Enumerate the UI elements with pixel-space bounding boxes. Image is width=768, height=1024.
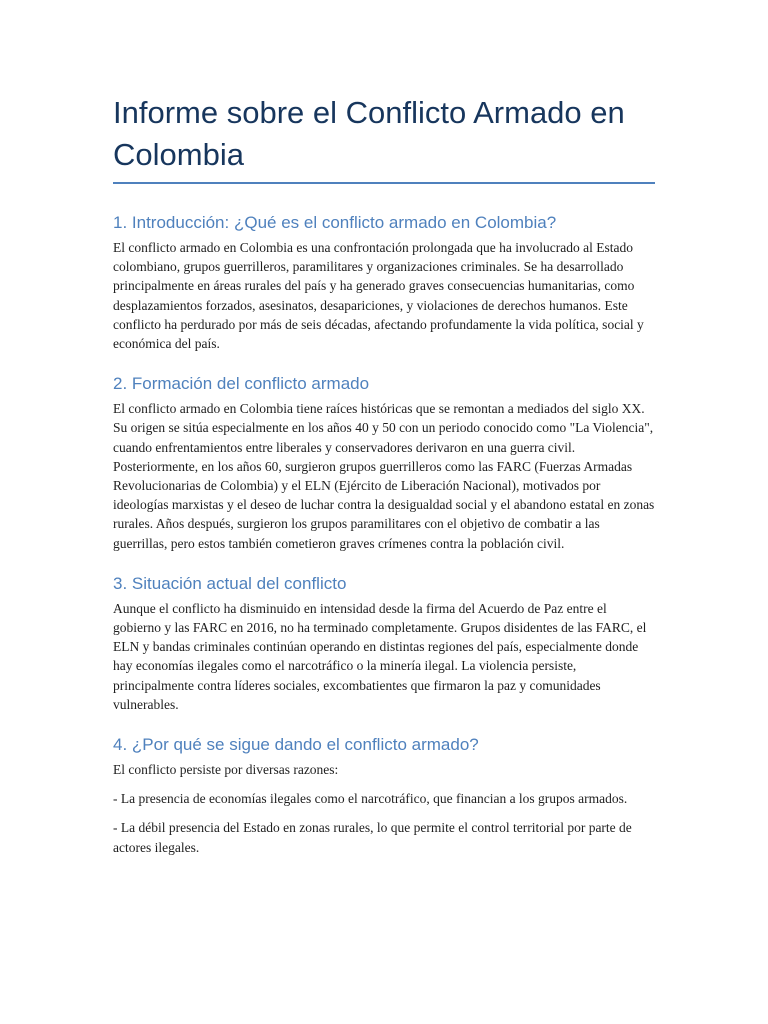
section-heading: 1. Introducción: ¿Qué es el conflicto armado en Colombia? [113,213,557,232]
section-por-que-persiste [113,734,655,857]
list-item: - La débil presencia del Estado en zonas rurales, lo que permite el control territorial por parte de actores ilegales. [113,820,632,855]
paragraph: El conflicto armado en Colombia tiene raíces históricas que se remontan a mediados del siglo XX. Su origen se sitúa especialmente en los años 40 y 50 con un periodo conocido como "La Violencia", cuando enfrentamientos entre liberales y conservadores derivaron en una guerra civil. Posteriormente, en los años 60, surgieron grupos guerrilleros como las FARC (Fuerzas Armadas Revolucionarias de Colombia) y el ELN (Ejército de Liberación Nacional), motivados por ideologías marxistas y el deseo de luchar contra la desigualdad social y el abandono estatal en zonas rurales. Años después, surgieron los grupos paramilitares con el objetivo de combatir a las guerrillas, pero estos también cometieron graves crímenes contra la población civil. [113,401,655,551]
section-introduccion [113,212,655,353]
document-title: Informe sobre el Conflicto Armado en Colombia [113,92,655,184]
section-heading: 3. Situación actual del conflicto [113,573,347,593]
section-heading: 4. ¿Por qué se sigue dando el conflicto armado? [113,735,479,755]
paragraph: Aunque el conflicto ha disminuido en intensidad desde la firma del Acuerdo de Paz entre el gobierno y las FARC en 2016, no ha terminado completamente. Grupos disidentes de las FARC, el ELN y bandas criminales continúan operando en distintas regiones del país, especialmente donde hay economías ilegales como el narcotráfico o la minería ilegal. La violencia persiste, principalmente contra líderes sociales, excombatientes que firmaron la paz y comunidades vulnerables. [113,600,647,712]
paragraph: El conflicto persiste por diversas razones: [113,762,339,778]
section-formacion [113,373,655,553]
list-item: - La presencia de economías ilegales como el narcotráfico, que financian a los grupos armados. [113,791,628,807]
section-heading: 2. Formación del conflicto armado [113,374,370,394]
paragraph: El conflicto armado en Colombia es una confrontación prolongada que ha involucrado al Estado colombiano, grupos guerrilleros, paramilitares y organizaciones criminales. Se ha desarrollado principalmente en áreas rurales del país y ha generado graves consecuencias humanitarias, como desplazamientos forzados, asesinatos, desapariciones, y violaciones de derechos humanos. Este conflicto ha perdurado por más de seis décadas, afectando profundamente la vida política, social y económica del país. [113,240,644,352]
section-situacion-actual [113,573,655,714]
